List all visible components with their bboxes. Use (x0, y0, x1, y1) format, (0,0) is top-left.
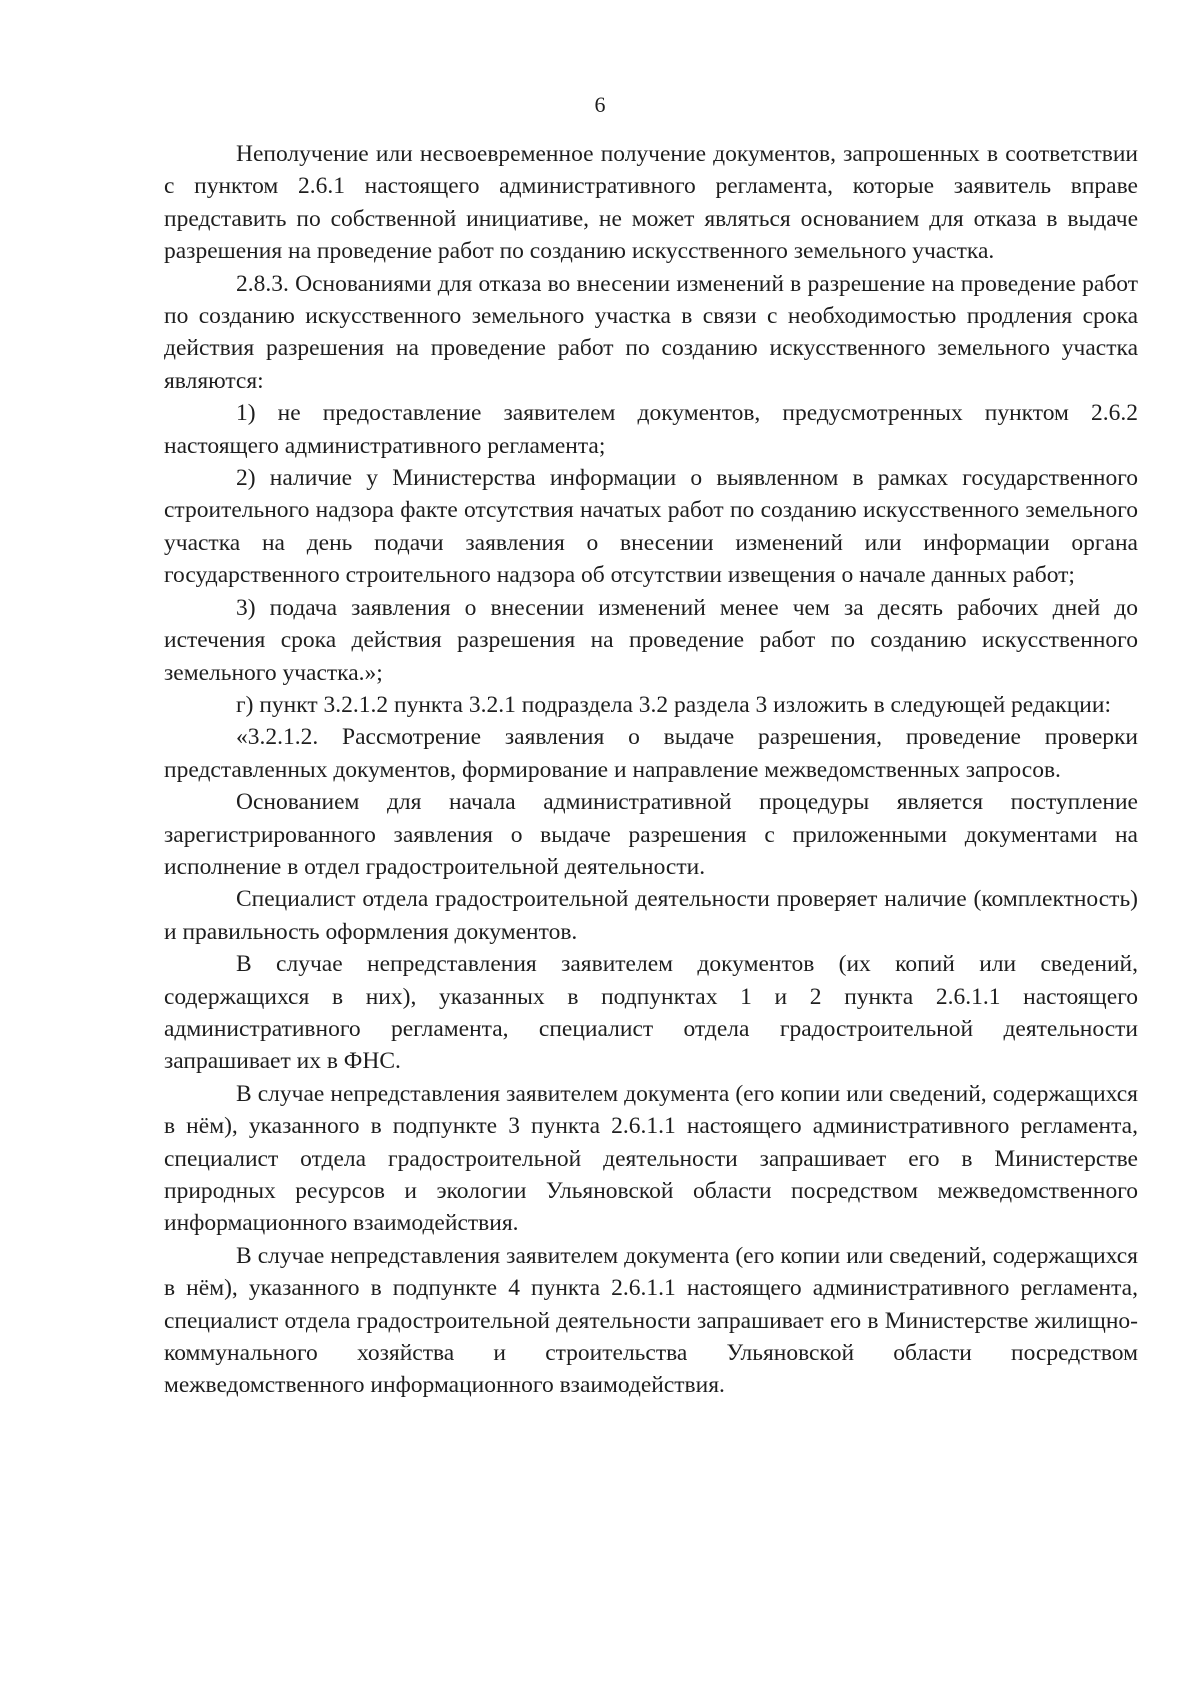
list-item-3: 3) подача заявления о внесении изменений менее чем за десять рабочих дней до истечения срока действия разрешения на проведение работ по созданию искусственного земельного участка.»; (164, 594, 1138, 686)
paragraph-housing-request: В случае непредставления заявителем документа (его копии или сведений, содержащихся в нём), указанного в подпункте 4 пункта 2.6.1.1 настоящего административного регламента, специалист отдела градостроительной деятельности запрашивает его в Министерстве жилищно-коммунального хозяйства и строительства Ульяновской области посредством межведомственного информационного взаимодействия. (164, 1242, 1138, 1399)
paragraph-specialist-check: Специалист отдела градостроительной деятельности проверяет наличие (комплектность) и правильность оформления документов. (164, 886, 1138, 945)
page-number: 6 (594, 92, 606, 117)
paragraph-nonreceipt-of-documents: Неполучение или несвоевременное получение документов, запрошенных в соответствии с пунктом 2.6.1 настоящего административного регламента, которые заявитель вправе представить по собственной инициативе, не может являться основанием для отказа в выдаче разрешения на проведение работ по созданию искусственного земельного участка. (164, 141, 1138, 265)
paragraph-natural-resources-request: В случае непредставления заявителем документа (его копии или сведений, содержащихся в нём), указанного в подпункте 3 пункта 2.6.1.1 настоящего административного регламента, специалист отдела градостроительной деятельности запрашивает его в Министерстве природных ресурсов и экологии Ульяновской области посредством межведомственного информационного взаимодействия. (164, 1080, 1138, 1237)
paragraph-3-2-1-2: «3.2.1.2. Рассмотрение заявления о выдаче разрешения, проведение проверки представленных документов, формирование и направление межведомственных запросов. (164, 724, 1138, 783)
paragraph-procedure-basis: Основанием для начала административной процедуры является поступление зарегистрированного заявления о выдаче разрешения с приложенными документами на исполнение в отдел градостроительной деятельности. (164, 789, 1138, 880)
paragraph-2-8-3-grounds: 2.8.3. Основаниями для отказа во внесении изменений в разрешение на проведение работ по созданию искусственного земельного участка в связи с необходимостью продления срока действия разрешения на проведение работ по созданию искусственного земельного участка являются: (164, 270, 1138, 394)
paragraph-amendment-g: г) пункт 3.2.1.2 пункта 3.2.1 подраздела 3.2 раздела 3 изложить в следующей редакции: (236, 691, 1111, 718)
document-body (164, 138, 1138, 1402)
list-item-1: 1) не предоставление заявителем документов, предусмотренных пунктом 2.6.2 настоящего административного регламента; (164, 400, 1138, 459)
list-item-2: 2) наличие у Министерства информации о выявленном в рамках государственного строительного надзора факте отсутствия начатых работ по созданию искусственного земельного участка на день подачи заявления о внесении изменений или информации органа государственного строительного надзора об отсутствии извещения о начале данных работ; (164, 465, 1138, 589)
paragraph-fns-request: В случае непредставления заявителем документов (их копий или сведений, содержащихся в них), указанных в подпунктах 1 и 2 пункта 2.6.1.1 настоящего административного регламента, специалист отдела градостроительной деятельности запрашивает их в ФНС. (164, 951, 1138, 1075)
